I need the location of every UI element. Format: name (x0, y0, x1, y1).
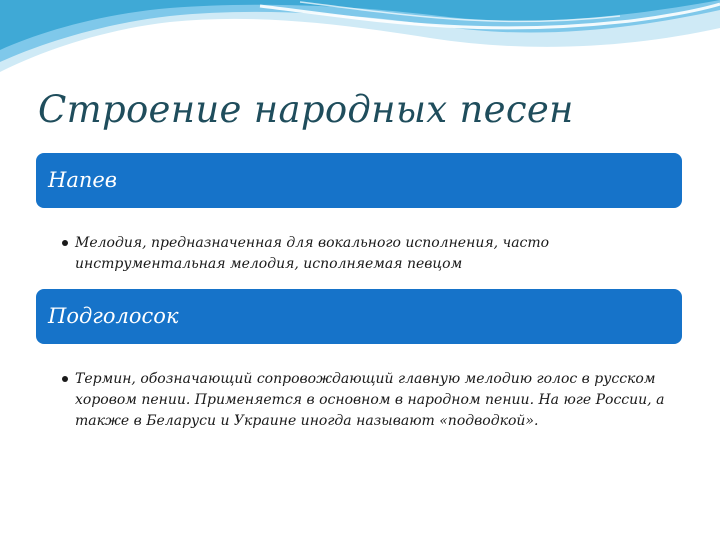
section-bar-napev (36, 153, 682, 208)
bullet-text: Термин, обозначающий сопровождающий главную мелодию голос в русском хоровом пении. Применяется в основном в народном пении. На юге России, а также в Беларуси и Украине иногда называют «подводкой». (75, 371, 665, 429)
bullet-dot-icon (62, 240, 68, 246)
bullet-text: Мелодия, предназначенная для вокального исполнения, часто инструментальная мелодия, исполняемая певцом (75, 235, 550, 272)
section-heading: Подголосок (48, 304, 179, 328)
bullet-item (62, 233, 672, 275)
slide-title: Строение народных песен (38, 88, 574, 131)
bullet-dot-icon (62, 376, 68, 382)
section-bar-podgolosok (36, 289, 682, 344)
section-heading: Напев (48, 168, 118, 192)
bullet-item (62, 369, 672, 432)
